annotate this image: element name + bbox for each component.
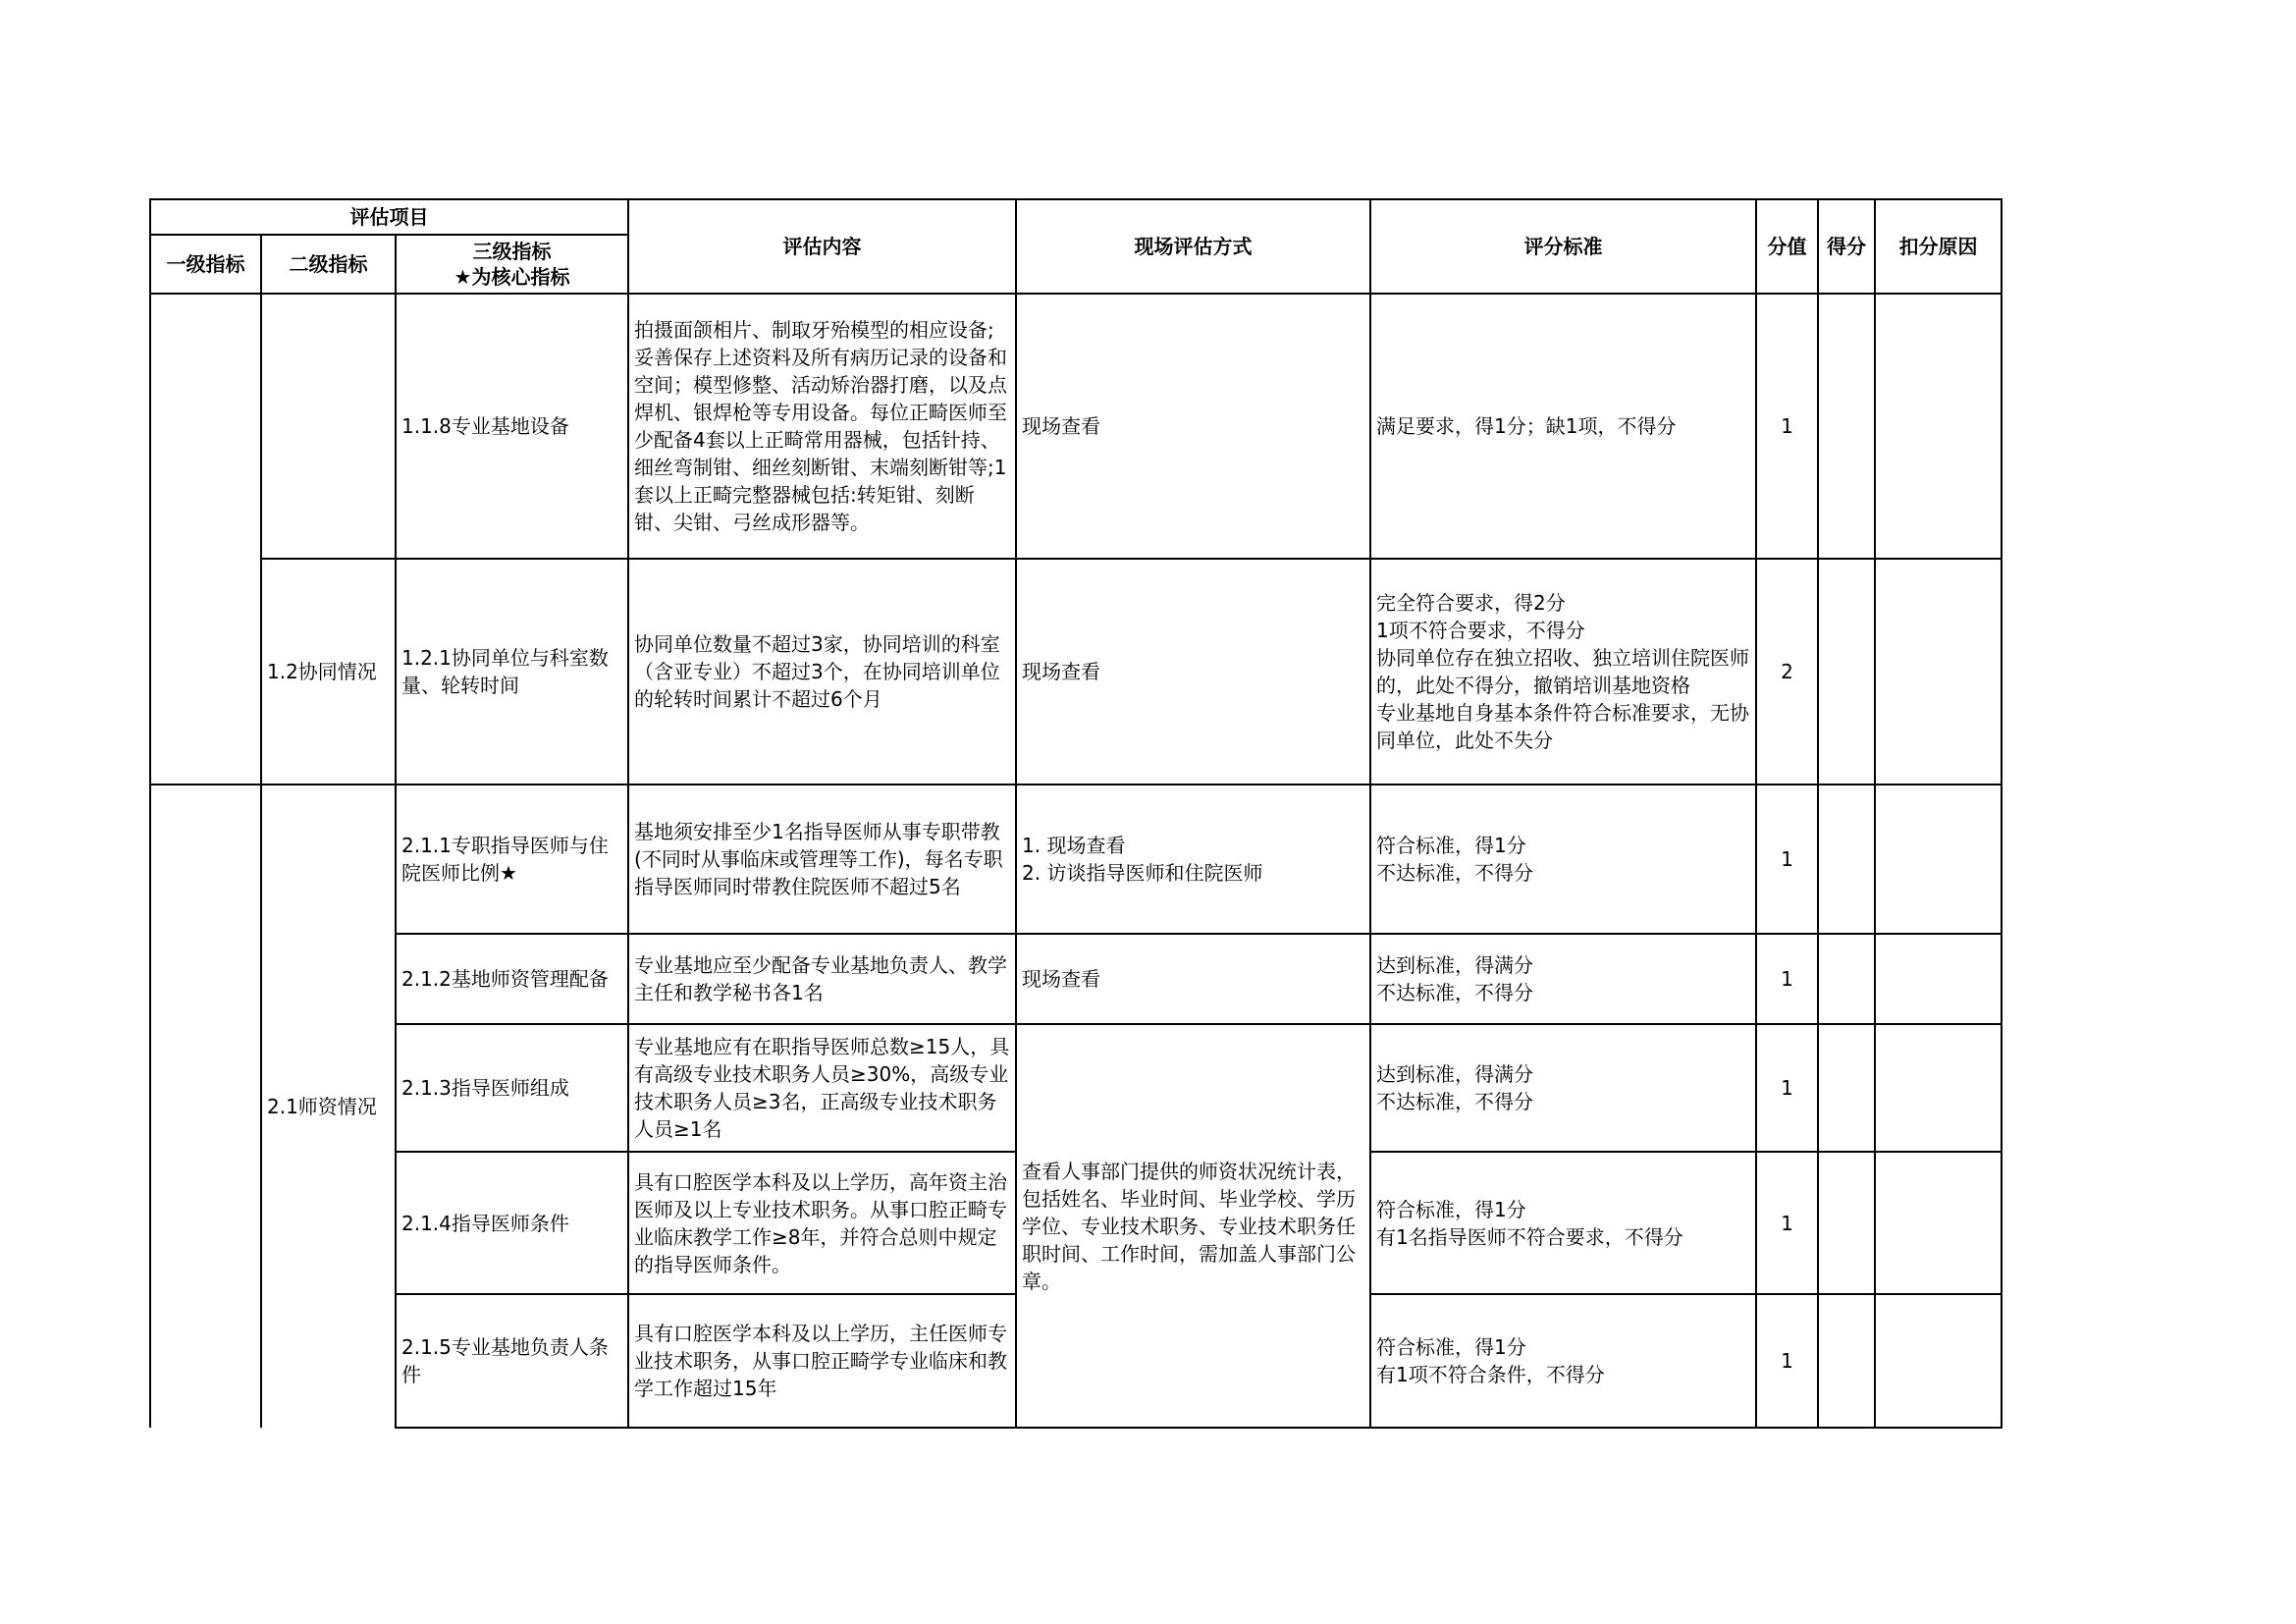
criteria-cell: 完全符合要求，得2分 1项不符合要求，不得分 协同单位存在独立招收、独立培训住院医师的，此处不得分，撤销培训基地资格 专业基地自身基本条件符合标准要求，无协同单位，此处不失分 <box>1370 559 1756 785</box>
table-row <box>150 934 2002 1024</box>
content-cell: 专业基地应有在职指导医师总数≥15人，具有高级专业技术职务人员≥30%，高级专业技术职务人员≥3名，正高级专业技术职务人员≥1名 <box>628 1024 1016 1152</box>
level2-cell: 1.2协同情况 <box>261 559 396 785</box>
header-level3: 三级指标 ★为核心指标 <box>396 235 628 294</box>
score-cell <box>1818 294 1875 559</box>
deduction-cell <box>1875 559 2002 785</box>
criteria-cell: 满足要求，得1分；缺1项，不得分 <box>1370 294 1756 559</box>
score-cell <box>1818 559 1875 785</box>
table-row <box>150 1024 2002 1152</box>
level1-cell <box>150 294 261 785</box>
level3-cell: 2.1.1专职指导医师与住院医师比例★ <box>396 785 628 934</box>
deduction-cell <box>1875 1152 2002 1294</box>
score-cell <box>1818 1024 1875 1152</box>
method-cell: 现场查看 <box>1016 934 1370 1024</box>
evaluation-table <box>149 198 2002 1429</box>
content-cell: 基地须安排至少1名指导医师从事专职带教(不同时从事临床或管理等工作)，每名专职指导医师同时带教住院医师不超过5名 <box>628 785 1016 934</box>
method-cell: 现场查看 <box>1016 559 1370 785</box>
deduction-cell <box>1875 1294 2002 1428</box>
level3-cell: 2.1.2基地师资管理配备 <box>396 934 628 1024</box>
level2-cell: 2.1师资情况 <box>261 785 396 1428</box>
deduction-cell <box>1875 785 2002 934</box>
level1-cell <box>150 785 261 1428</box>
method-cell: 1. 现场查看 2. 访谈指导医师和住院医师 <box>1016 785 1370 934</box>
criteria-cell: 达到标准，得满分 不达标准，不得分 <box>1370 934 1756 1024</box>
value-cell: 1 <box>1756 934 1818 1024</box>
deduction-cell <box>1875 934 2002 1024</box>
content-cell: 具有口腔医学本科及以上学历，高年资主治医师及以上专业技术职务。从事口腔正畸专业临床教学工作≥8年，并符合总则中规定的指导医师条件。 <box>628 1152 1016 1294</box>
value-cell: 1 <box>1756 785 1818 934</box>
header-score: 得分 <box>1818 199 1875 294</box>
header-level2: 二级指标 <box>261 235 396 294</box>
header-value: 分值 <box>1756 199 1818 294</box>
value-cell: 1 <box>1756 1294 1818 1428</box>
method-cell: 查看人事部门提供的师资状况统计表，包括姓名、毕业时间、毕业学校、学历学位、专业技术职务、专业技术职务任职时间、工作时间，需加盖人事部门公章。 <box>1016 1024 1370 1428</box>
table-row <box>150 559 2002 785</box>
value-cell: 1 <box>1756 1024 1818 1152</box>
header-deduction: 扣分原因 <box>1875 199 2002 294</box>
value-cell: 1 <box>1756 1152 1818 1294</box>
score-cell <box>1818 785 1875 934</box>
header-method: 现场评估方式 <box>1016 199 1370 294</box>
level3-cell: 1.1.8专业基地设备 <box>396 294 628 559</box>
header-content: 评估内容 <box>628 199 1016 294</box>
level3-cell: 2.1.3指导医师组成 <box>396 1024 628 1152</box>
deduction-cell <box>1875 1024 2002 1152</box>
content-cell: 协同单位数量不超过3家，协同培训的科室（含亚专业）不超过3个，在协同培训单位的轮转时间累计不超过6个月 <box>628 559 1016 785</box>
value-cell: 2 <box>1756 559 1818 785</box>
deduction-cell <box>1875 294 2002 559</box>
content-cell: 拍摄面颌相片、制取牙殆模型的相应设备;妥善保存上述资料及所有病历记录的设备和空间；模型修整、活动矫治器打磨，以及点焊机、银焊枪等专用设备。每位正畸医师至少配备4套以上正畸常用器械，包括针持、细丝弯制钳、细丝刻断钳、末端刻断钳等;1套以上正畸完整器械包括:转矩钳、刻断钳、尖钳、弓丝成形器等。 <box>628 294 1016 559</box>
content-cell: 专业基地应至少配备专业基地负责人、教学主任和教学秘书各1名 <box>628 934 1016 1024</box>
level2-cell <box>261 294 396 559</box>
value-cell: 1 <box>1756 294 1818 559</box>
criteria-cell: 符合标准，得1分 有1名指导医师不符合要求，不得分 <box>1370 1152 1756 1294</box>
table-row <box>150 294 2002 559</box>
header-level1: 一级指标 <box>150 235 261 294</box>
criteria-cell: 符合标准，得1分 不达标准，不得分 <box>1370 785 1756 934</box>
level3-cell: 1.2.1协同单位与科室数量、轮转时间 <box>396 559 628 785</box>
header-eval-items: 评估项目 <box>150 199 628 235</box>
level3-cell: 2.1.5专业基地负责人条件 <box>396 1294 628 1428</box>
score-cell <box>1818 1294 1875 1428</box>
content-cell: 具有口腔医学本科及以上学历，主任医师专业技术职务，从事口腔正畸学专业临床和教学工作超过15年 <box>628 1294 1016 1428</box>
table-row <box>150 785 2002 934</box>
criteria-cell: 达到标准，得满分 不达标准，不得分 <box>1370 1024 1756 1152</box>
score-cell <box>1818 1152 1875 1294</box>
score-cell <box>1818 934 1875 1024</box>
criteria-cell: 符合标准，得1分 有1项不符合条件，不得分 <box>1370 1294 1756 1428</box>
header-criteria: 评分标准 <box>1370 199 1756 294</box>
level3-cell: 2.1.4指导医师条件 <box>396 1152 628 1294</box>
method-cell: 现场查看 <box>1016 294 1370 559</box>
